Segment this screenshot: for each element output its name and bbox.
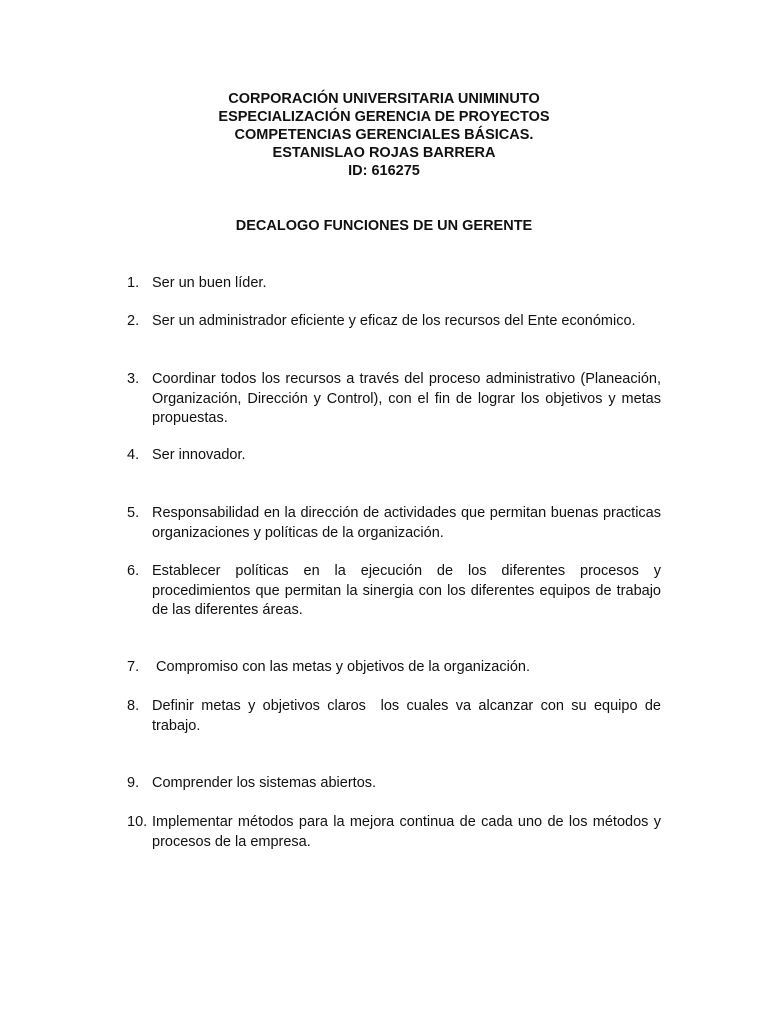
list-item	[127, 504, 661, 543]
list-item	[127, 658, 661, 678]
header-id: ID: 616275	[348, 163, 420, 179]
list-item	[127, 370, 661, 429]
header-course: COMPETENCIAS GERENCIALES BÁSICAS.	[234, 127, 534, 143]
header-institution: CORPORACIÓN UNIVERSITARIA UNIMINUTO	[228, 91, 540, 107]
list-item-number: 10.	[127, 814, 148, 830]
list-item	[127, 697, 666, 736]
list-item-text: Responsabilidad en la dirección de actividades que permitan buenas practicas organizaciones y políticas de la organización.	[152, 505, 661, 541]
document-title: DECALOGO FUNCIONES DE UN GERENTE	[235, 218, 533, 234]
list-item-number: 1.	[127, 275, 140, 291]
list-item-text: Compromiso con las metas y objetivos de la organización.	[152, 659, 530, 675]
list-item-number: 2.	[127, 313, 140, 329]
list-item	[127, 774, 661, 794]
list-item	[127, 312, 661, 332]
list-item-text: Ser innovador.	[152, 447, 246, 463]
list-item-text: Ser un buen líder.	[152, 275, 267, 291]
document-header	[0, 90, 768, 180]
list-item-number: 8.	[127, 698, 140, 714]
header-author: ESTANISLAO ROJAS BARRERA	[272, 145, 496, 161]
list-item-number: 7.	[127, 659, 140, 675]
list-item-text: Establecer políticas en la ejecución de los diferentes procesos y procedimientos que permitan la sinergia con los diferentes equipos de trabajo de las diferentes áreas.	[152, 563, 661, 618]
list-item-text: Implementar métodos para la mejora continua de cada uno de los métodos y procesos de la empresa.	[152, 814, 661, 850]
list-item	[127, 813, 661, 852]
list-item-number: 5.	[127, 505, 140, 521]
list-item-number: 9.	[127, 775, 140, 791]
list-item-number: 3.	[127, 371, 140, 387]
list-item-text: Comprender los sistemas abiertos.	[152, 775, 377, 791]
list-item-text: Ser un administrador eficiente y eficaz de los recursos del Ente económico.	[152, 313, 636, 329]
list-item-text: Definir metas y objetivos claros los cuales va alcanzar con su equipo de trabajo.	[152, 698, 666, 734]
list-item	[127, 446, 661, 466]
list-item-number: 4.	[127, 447, 140, 463]
list-item	[127, 274, 661, 294]
list-item	[127, 562, 661, 621]
header-program: ESPECIALIZACIÓN GERENCIA DE PROYECTOS	[218, 109, 550, 125]
list-item-text: Coordinar todos los recursos a través del proceso administrativo (Planeación, Organización, Dirección y Control), con el fin de lograr los objetivos y metas propuestas.	[152, 371, 661, 426]
list-item-number: 6.	[127, 563, 140, 579]
